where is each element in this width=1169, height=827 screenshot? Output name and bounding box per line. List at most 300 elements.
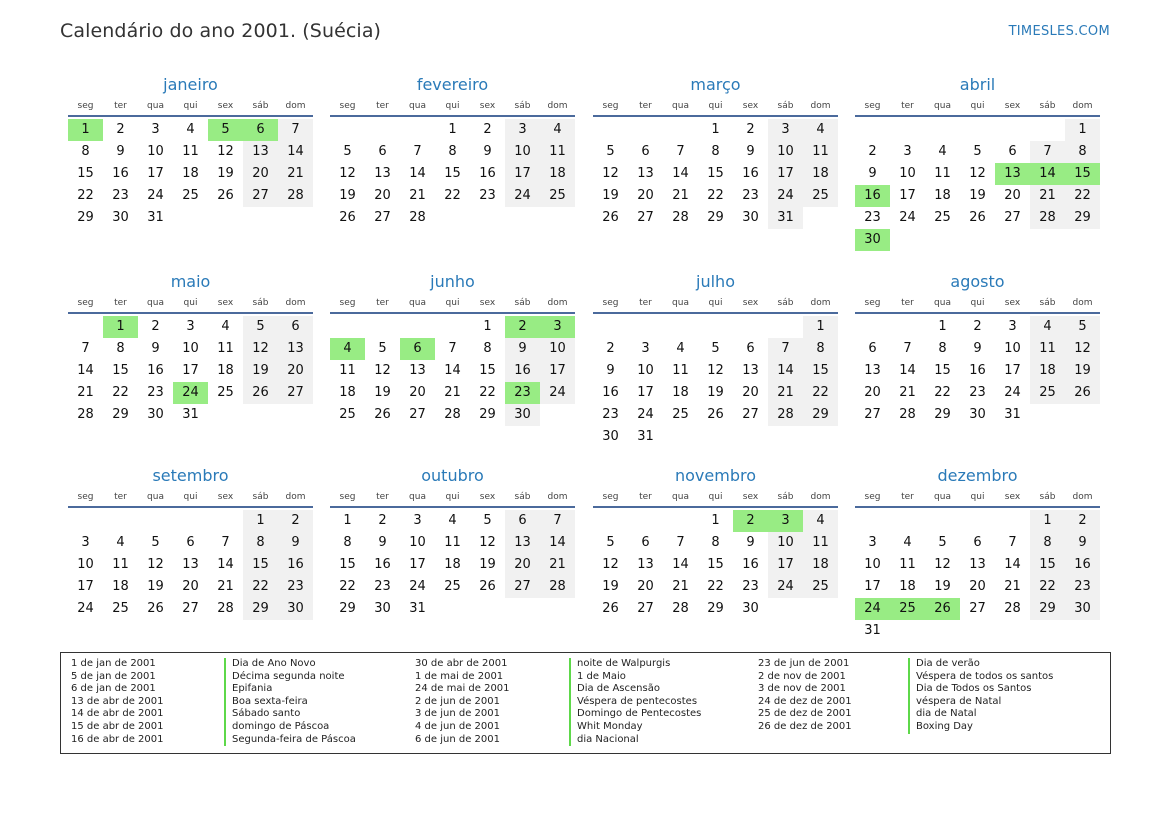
empty-day-cell [173,510,208,532]
day-cell: 26 [217,188,234,203]
day-cell: 7 [676,535,685,550]
day-cell: 27 [1004,210,1021,225]
weekday-header [855,295,1100,314]
day-cell: 30 [1065,598,1100,620]
day-cell: 29 [1030,598,1065,620]
day-cell: 5 [711,341,720,356]
day-cell: 5 [243,316,278,338]
day-cell: 10 [147,144,164,159]
weekday-label: sex [479,101,496,111]
weekday-label: ter [114,298,127,308]
weekday-header [330,295,575,314]
weekday-header [330,489,575,508]
day-cell: 14 [278,141,313,163]
empty-day-cell [1030,119,1065,141]
day-cell: 3 [186,319,195,334]
holiday-day-cell: 1 [68,119,103,141]
holiday-day-cell: 3 [540,316,575,338]
legend-date: 16 de abr de 2001 [71,733,164,745]
month-name: abril [959,75,996,94]
day-cell: 28 [899,407,916,422]
day-cell: 1 [1030,510,1065,532]
day-cell: 17 [1004,363,1021,378]
empty-day-cell [628,510,663,532]
legend-date-column [415,658,510,746]
day-cell: 21 [1030,185,1065,207]
day-cell: 14 [444,363,461,378]
day-cell: 5 [378,341,387,356]
day-cell: 9 [746,535,755,550]
day-cell: 17 [864,579,881,594]
holiday-day-cell: 2 [505,316,540,338]
day-cell: 25 [803,576,838,598]
day-cell: 11 [899,557,916,572]
day-cell: 7 [1030,141,1065,163]
weekday-label: seg [339,101,356,111]
weekday-header [855,98,1100,117]
weekday-header [68,295,313,314]
day-cell: 19 [969,188,986,203]
day-cell: 28 [217,601,234,616]
day-cell: 1 [1065,119,1100,141]
empty-day-cell [768,316,803,338]
day-cell: 16 [742,166,759,181]
day-cell: 12 [934,557,951,572]
day-cell: 24 [1004,385,1021,400]
empty-day-cell [855,510,890,532]
weekday-label: sex [1004,492,1021,502]
day-cell: 25 [339,407,356,422]
month-name: março [690,75,741,94]
weekday-label: qua [672,492,689,502]
weekday-label: seg [77,298,94,308]
day-cell: 29 [934,407,951,422]
weekday-label: sáb [514,101,531,111]
day-cell: 22 [77,188,94,203]
weekday-label: qua [409,298,426,308]
day-cell: 18 [444,557,461,572]
weekday-label: sex [479,298,496,308]
day-cell: 6 [505,510,540,532]
day-cell: 15 [1030,554,1065,576]
day-cell: 26 [479,579,496,594]
day-cell: 9 [606,363,615,378]
day-cell: 20 [243,163,278,185]
day-cell: 11 [540,141,575,163]
empty-day-cell [68,510,103,532]
day-cell: 18 [803,554,838,576]
empty-day-cell [628,119,663,141]
weekday-label: qui [708,492,723,502]
legend-date-column [71,658,163,746]
day-cell: 25 [444,579,461,594]
day-cell: 9 [483,144,492,159]
empty-day-cell [68,316,103,338]
weekday-label: seg [602,492,619,502]
day-cell: 14 [77,363,94,378]
day-cell: 27 [409,407,426,422]
day-cell: 22 [444,188,461,203]
day-cell: 26 [374,407,391,422]
day-cell: 31 [637,429,654,444]
site-link[interactable]: TIMESLES.COM [1008,24,1110,39]
weekday-label: dom [810,101,831,111]
day-cell: 17 [182,363,199,378]
day-cell: 1 [343,513,352,528]
legend-date: 6 de jun de 2001 [415,733,500,745]
day-cell: 10 [505,141,540,163]
holiday-day-cell: 15 [1065,163,1100,185]
day-cell: 4 [903,535,912,550]
empty-day-cell [593,119,628,141]
day-cell: 20 [505,554,540,576]
day-cell: 9 [868,166,877,181]
legend-date: 1 de mai de 2001 [415,670,504,682]
day-cell: 6 [746,341,755,356]
day-cell: 12 [147,557,164,572]
day-cell: 26 [147,601,164,616]
day-cell: 8 [711,144,720,159]
month-days [855,314,1100,426]
month-days [330,117,575,229]
day-cell: 31 [864,623,881,638]
weekday-header [68,98,313,117]
month-days [68,508,313,620]
day-cell: 20 [1004,188,1021,203]
day-cell: 22 [339,579,356,594]
weekday-label: dom [285,492,306,502]
day-cell: 15 [803,360,838,382]
weekday-label: dom [1072,492,1093,502]
day-cell: 25 [672,407,689,422]
day-cell: 11 [1030,338,1065,360]
day-cell: 7 [903,341,912,356]
month-days [68,117,313,229]
day-cell: 30 [147,407,164,422]
weekday-label: sáb [1039,101,1056,111]
weekday-label: ter [376,492,389,502]
day-cell: 8 [448,144,457,159]
empty-day-cell [855,316,890,338]
day-cell: 18 [112,579,129,594]
weekday-label: qui [970,492,985,502]
legend-holiday-name: dia Nacional [569,734,701,747]
weekday-label: sex [217,492,234,502]
day-cell: 2 [483,122,492,137]
legend-holiday-name: Epifania [224,683,356,696]
month-name: novembro [675,466,756,485]
day-cell: 4 [1030,316,1065,338]
day-cell: 21 [899,385,916,400]
day-cell: 18 [803,163,838,185]
weekday-label: ter [376,298,389,308]
day-cell: 28 [278,185,313,207]
day-cell: 18 [540,163,575,185]
weekday-label: qui [970,298,985,308]
day-cell: 11 [339,363,356,378]
weekday-label: seg [77,492,94,502]
day-cell: 17 [540,360,575,382]
day-cell: 24 [77,601,94,616]
month-name: outubro [421,466,484,485]
day-cell: 7 [1008,535,1017,550]
legend-holiday-name: Sábado santo [224,708,356,721]
legend-date: 24 de mai de 2001 [415,683,510,695]
day-cell: 3 [641,341,650,356]
legend-name-column [908,658,1053,734]
legend-date: 6 de jan de 2001 [71,683,156,695]
weekday-label: ter [639,101,652,111]
day-cell: 10 [864,557,881,572]
empty-day-cell [995,510,1030,532]
empty-day-cell [330,316,365,338]
day-cell: 27 [278,382,313,404]
day-cell: 29 [112,407,129,422]
weekday-label: qui [970,101,985,111]
day-cell: 22 [112,385,129,400]
day-cell: 3 [1008,319,1017,334]
day-cell: 27 [505,576,540,598]
day-cell: 22 [707,188,724,203]
day-cell: 27 [637,601,654,616]
empty-day-cell [925,119,960,141]
day-cell: 22 [479,385,496,400]
legend-holiday-name: Boxing Day [908,721,1053,734]
weekday-label: sáb [514,298,531,308]
day-cell: 17 [768,163,803,185]
day-cell: 4 [540,119,575,141]
month-days [593,314,838,448]
day-cell: 14 [672,166,689,181]
month-days [330,508,575,620]
day-cell: 12 [374,363,391,378]
day-cell: 17 [637,385,654,400]
day-cell: 25 [1030,382,1065,404]
month-days [855,508,1100,642]
day-cell: 26 [602,601,619,616]
weekday-label: dom [1072,298,1093,308]
month-days [593,117,838,229]
day-cell: 16 [374,557,391,572]
day-cell: 19 [479,557,496,572]
month-dezembro [855,463,1100,642]
day-cell: 4 [221,319,230,334]
day-cell: 8 [483,341,492,356]
legend-holiday-name: Dia de Ano Novo [224,658,356,671]
day-cell: 1 [803,316,838,338]
day-cell: 5 [606,535,615,550]
day-cell: 22 [707,579,724,594]
day-cell: 16 [479,166,496,181]
month-days [330,314,575,426]
day-cell: 12 [969,166,986,181]
day-cell: 20 [278,360,313,382]
month-name: dezembro [937,466,1018,485]
day-cell: 30 [505,404,540,426]
day-cell: 17 [505,163,540,185]
weekday-label: sex [742,492,759,502]
day-cell: 19 [602,579,619,594]
day-cell: 24 [147,188,164,203]
legend-date: 2 de nov de 2001 [758,670,846,682]
day-cell: 25 [112,601,129,616]
day-cell: 17 [77,579,94,594]
holiday-legend [60,652,1111,754]
holiday-day-cell: 2 [733,510,768,532]
day-cell: 4 [448,513,457,528]
weekday-label: qua [934,298,951,308]
day-cell: 16 [969,363,986,378]
day-cell: 12 [602,166,619,181]
legend-date: 4 de jun de 2001 [415,720,500,732]
weekday-label: seg [864,298,881,308]
day-cell: 9 [973,341,982,356]
day-cell: 10 [1004,341,1021,356]
weekday-label: seg [339,298,356,308]
day-cell: 29 [77,210,94,225]
day-cell: 24 [540,382,575,404]
day-cell: 1 [711,122,720,137]
month-outubro [330,463,575,620]
empty-day-cell [960,119,995,141]
day-cell: 30 [374,601,391,616]
day-cell: 19 [147,579,164,594]
day-cell: 25 [182,188,199,203]
weekday-label: sáb [1039,492,1056,502]
day-cell: 27 [374,210,391,225]
legend-holiday-name: Dia de Ascensão [569,683,701,696]
day-cell: 22 [1065,185,1100,207]
day-cell: 27 [182,601,199,616]
legend-date: 13 de abr de 2001 [71,695,164,707]
legend-date: 15 de abr de 2001 [71,720,164,732]
day-cell: 19 [243,360,278,382]
day-cell: 4 [116,535,125,550]
month-name: fevereiro [416,75,489,94]
month-maio [68,269,313,426]
weekday-label: qui [445,298,460,308]
legend-date-column [758,658,852,734]
page-title: Calendário do ano 2001. (Suécia) [60,20,382,42]
day-cell: 1 [938,319,947,334]
weekday-label: seg [339,492,356,502]
day-cell: 13 [505,532,540,554]
day-cell: 7 [768,338,803,360]
day-cell: 13 [969,557,986,572]
day-cell: 4 [803,119,838,141]
day-cell: 20 [637,579,654,594]
month-agosto [855,269,1100,426]
legend-date: 1 de jan de 2001 [71,658,156,669]
empty-day-cell [593,316,628,338]
day-cell: 13 [278,338,313,360]
day-cell: 14 [899,363,916,378]
day-cell: 10 [540,338,575,360]
day-cell: 8 [803,338,838,360]
day-cell: 16 [742,557,759,572]
day-cell: 13 [409,363,426,378]
empty-day-cell [330,119,365,141]
weekday-label: sáb [252,101,269,111]
legend-date: 25 de dez de 2001 [758,708,852,720]
empty-day-cell [855,119,890,141]
day-cell: 27 [864,407,881,422]
day-cell: 3 [903,144,912,159]
holiday-day-cell: 4 [330,338,365,360]
empty-day-cell [890,510,925,532]
day-cell: 1 [711,513,720,528]
day-cell: 11 [803,141,838,163]
month-days [68,314,313,426]
day-cell: 2 [378,513,387,528]
month-março [593,72,838,229]
day-cell: 13 [637,166,654,181]
day-cell: 17 [409,557,426,572]
day-cell: 14 [768,360,803,382]
day-cell: 12 [339,166,356,181]
legend-holiday-name: Véspera de pentecostes [569,696,701,709]
day-cell: 15 [77,166,94,181]
day-cell: 18 [934,188,951,203]
day-cell: 28 [672,210,689,225]
day-cell: 13 [243,141,278,163]
day-cell: 13 [182,557,199,572]
day-cell: 13 [864,363,881,378]
legend-date: 2 de jun de 2001 [415,695,500,707]
empty-day-cell [890,119,925,141]
legend-holiday-name: Domingo de Pentecostes [569,708,701,721]
day-cell: 16 [147,363,164,378]
empty-day-cell [365,119,400,141]
day-cell: 19 [934,579,951,594]
day-cell: 10 [768,532,803,554]
day-cell: 16 [505,360,540,382]
day-cell: 28 [1004,601,1021,616]
empty-day-cell [435,316,470,338]
day-cell: 1 [483,319,492,334]
weekday-label: sex [1004,298,1021,308]
legend-date: 26 de dez de 2001 [758,720,852,732]
day-cell: 17 [899,188,916,203]
month-name: maio [170,272,211,291]
legend-name-column [569,658,701,746]
holiday-day-cell: 5 [208,119,243,141]
empty-day-cell [400,119,435,141]
weekday-label: qua [409,492,426,502]
day-cell: 7 [540,510,575,532]
weekday-label: dom [547,101,568,111]
empty-day-cell [593,510,628,532]
day-cell: 20 [374,188,391,203]
day-cell: 12 [1065,338,1100,360]
day-cell: 20 [409,385,426,400]
day-cell: 5 [1065,316,1100,338]
empty-day-cell [890,316,925,338]
day-cell: 9 [505,338,540,360]
day-cell: 14 [1004,557,1021,572]
month-novembro [593,463,838,620]
day-cell: 18 [899,579,916,594]
day-cell: 2 [746,122,755,137]
legend-holiday-name: Segunda-feira de Páscoa [224,734,356,747]
day-cell: 23 [742,188,759,203]
day-cell: 16 [278,554,313,576]
day-cell: 22 [803,382,838,404]
empty-day-cell [103,510,138,532]
day-cell: 18 [1030,360,1065,382]
day-cell: 19 [602,188,619,203]
weekday-header [330,98,575,117]
